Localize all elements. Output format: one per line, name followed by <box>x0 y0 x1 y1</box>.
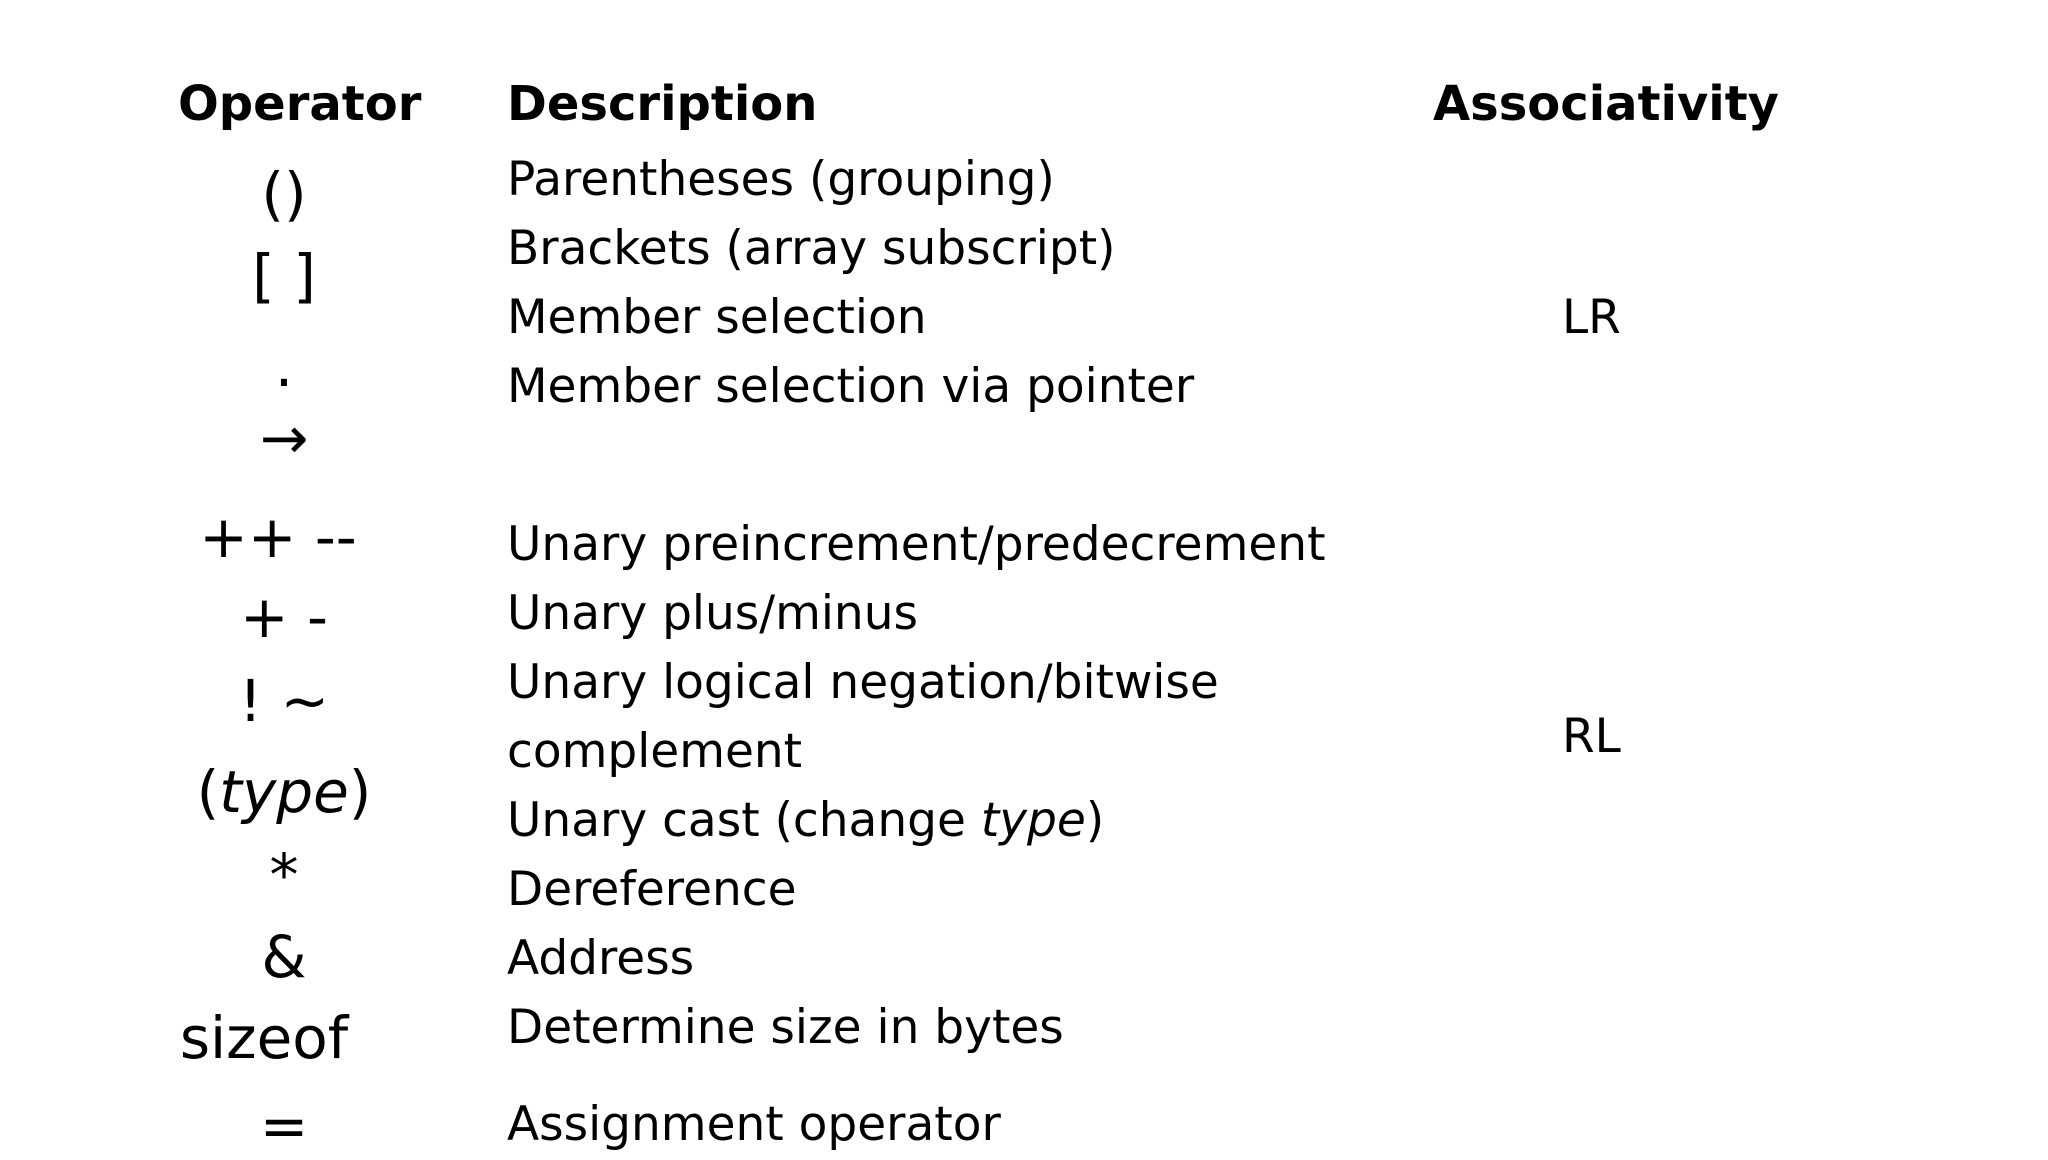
operator-dot: . <box>274 332 294 400</box>
operator-star: * <box>269 841 299 909</box>
description-column-header: Description <box>507 76 818 132</box>
desc-parentheses: Parentheses (grouping) <box>507 152 1055 207</box>
operator-not-tilde: ! ~ <box>238 667 330 735</box>
desc-unary-plus-minus: Unary plus/minus <box>507 586 918 641</box>
desc-unary-cast <box>507 793 1104 849</box>
desc-assignment: Assignment operator <box>507 1097 1001 1152</box>
desc-unary-pre: Unary preincrement/predecrement <box>507 517 1326 572</box>
operator-pre-inc-dec: ++ -- <box>199 503 357 571</box>
desc-unary-cast-type: type <box>980 793 1086 848</box>
operator-cast-open: ( <box>196 758 220 826</box>
associativity-column-header: Associativity <box>1433 76 1779 132</box>
operator-brackets: [ ] <box>252 242 316 310</box>
associativity-group1: LR <box>1562 290 1621 345</box>
operator-sizeof: sizeof <box>179 1004 349 1072</box>
operator-cast <box>197 760 372 824</box>
desc-unary-cast-prefix: Unary cast (change <box>507 793 981 848</box>
operator-ampersand: & <box>261 923 307 991</box>
desc-unary-logical-line1: Unary logical negation/bitwise <box>507 655 1219 710</box>
desc-dereference: Dereference <box>507 862 797 917</box>
operator-plus-minus: + - <box>240 583 328 651</box>
associativity-group2: RL <box>1562 709 1621 764</box>
desc-member-selection: Member selection <box>507 290 927 345</box>
operator-cast-type: type <box>219 758 349 826</box>
operator-assign: = <box>259 1092 309 1160</box>
operator-column-header: Operator <box>178 76 422 132</box>
desc-unary-cast-suffix: ) <box>1085 793 1105 848</box>
operator-cast-close: ) <box>348 758 372 826</box>
desc-member-selection-pointer: Member selection via pointer <box>507 359 1195 414</box>
desc-brackets: Brackets (array subscript) <box>507 221 1116 276</box>
operator-arrow: → <box>259 404 309 472</box>
desc-sizeof: Determine size in bytes <box>507 1000 1064 1055</box>
desc-unary-logical-line2: complement <box>507 724 803 779</box>
desc-address: Address <box>507 931 695 986</box>
operator-parentheses: () <box>261 160 307 228</box>
